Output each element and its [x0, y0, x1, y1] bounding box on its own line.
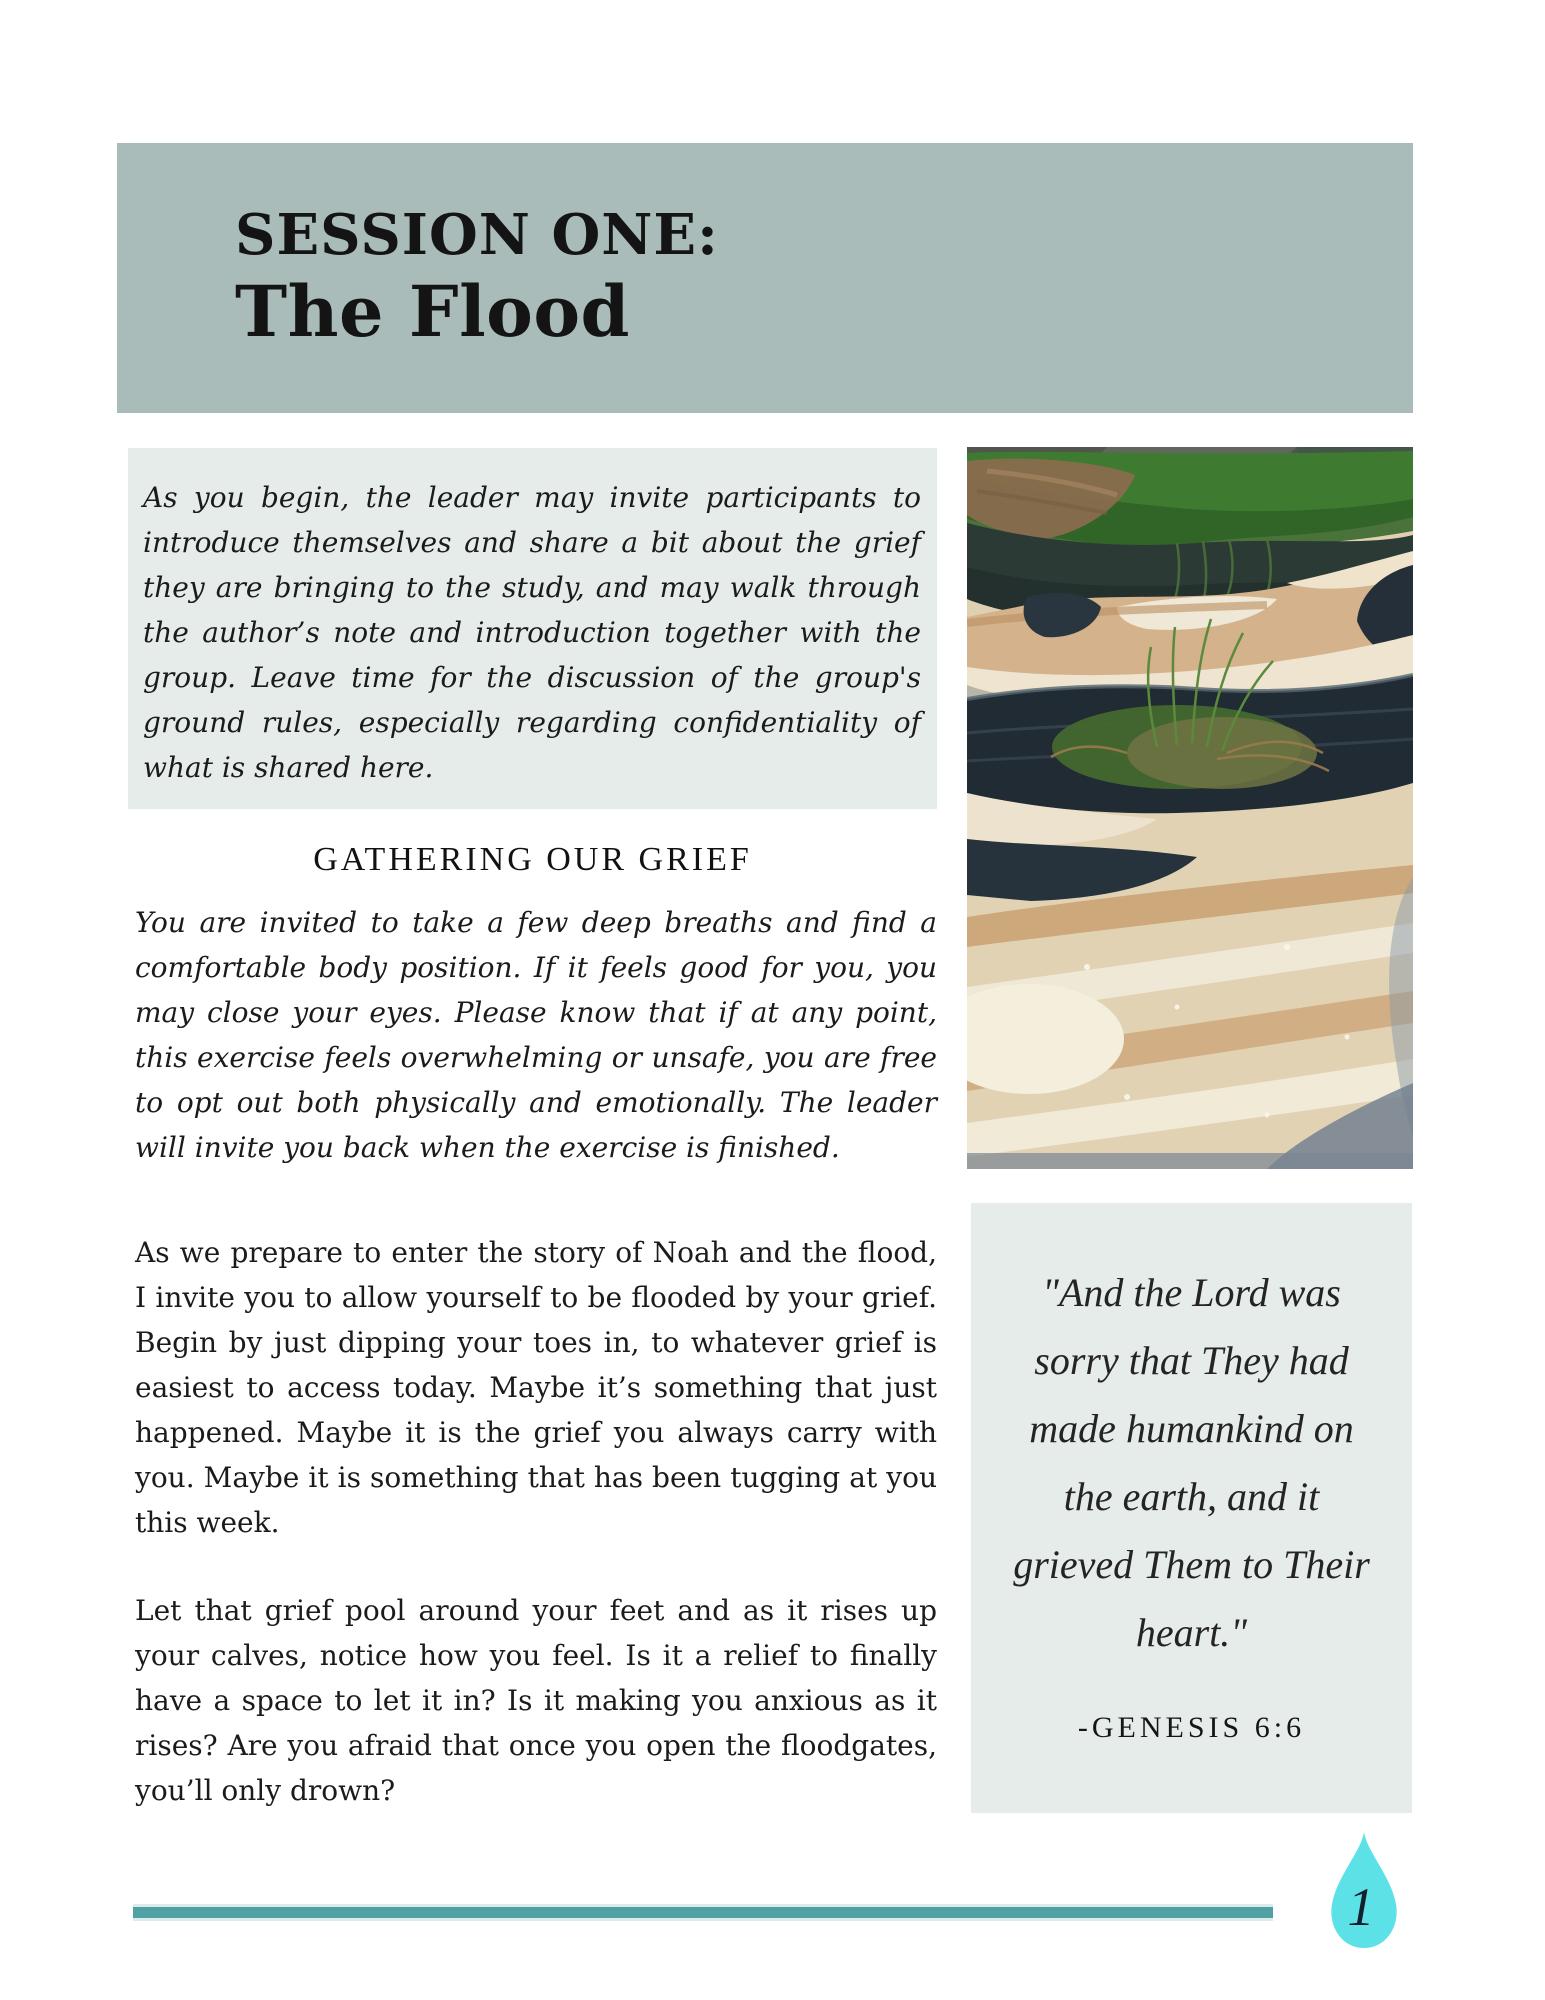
quote-line: "And the Lord was	[1042, 1270, 1341, 1315]
page-number-drop	[1325, 1830, 1403, 1952]
scripture-quote-box	[971, 1203, 1412, 1813]
scripture-quote	[989, 1259, 1394, 1667]
quote-line: sorry that They had	[1034, 1338, 1349, 1383]
session-kicker: SESSION ONE:	[235, 202, 719, 268]
leader-note-text: As you begin, the leader may invite participants to introduce themselves and share a bit about the grief they are bringing to the study, and may walk through the author’s note and introduction together with the group. Leave time for the discussion of the group's ground rules, especially regarding confidentiality of what is shared here.	[143, 481, 921, 784]
session-banner	[117, 143, 1413, 413]
meditation-paragraph: You are invited to take a few deep breaths and find a comfortable body position. If it feels good for you, you may close your eyes. Please know that if at any point, this exercise feels overwhelming or unsafe, you are free to opt out both physically and emotionally. The leader will invite you back when the exercise is finished.	[135, 906, 937, 1164]
page-number: 1	[1347, 1877, 1375, 1937]
quote-line: heart."	[1135, 1610, 1248, 1655]
body-paragraph-flood-invitation: As we prepare to enter the story of Noah and the flood, I invite you to allow yourself to be flooded by your grief. Begin by just dipping your toes in, to whatever grief is easiest to access today. Maybe it’s something that just happened. Maybe it is the grief you always carry with you. Maybe it is something that has been tugging at you this week.	[135, 1236, 937, 1539]
section-heading: GATHERING OUR GRIEF	[313, 841, 752, 878]
quote-line: made humankind on	[1029, 1406, 1354, 1451]
leader-note-box	[128, 448, 937, 809]
quote-line: grieved Them to Their	[1013, 1542, 1370, 1587]
footer-rule	[133, 1907, 1273, 1918]
flood-photo-illustration	[967, 447, 1413, 1169]
quote-attribution: -GENESIS 6:6	[1077, 1711, 1306, 1744]
session-banner-text	[117, 143, 1413, 355]
page-title: The Flood	[235, 270, 631, 353]
flood-photo	[967, 447, 1413, 1169]
quote-line: the earth, and it	[1063, 1474, 1320, 1519]
body-paragraph-grief-pool: Let that grief pool around your feet and as it rises up your calves, notice how you feel. Is it a relief to finally have a space to let it in? Is it making you anxious as it rises? Are you afraid that once you open the floodgates, you’ll only drown?	[135, 1594, 937, 1807]
grass-bank	[967, 451, 1413, 551]
